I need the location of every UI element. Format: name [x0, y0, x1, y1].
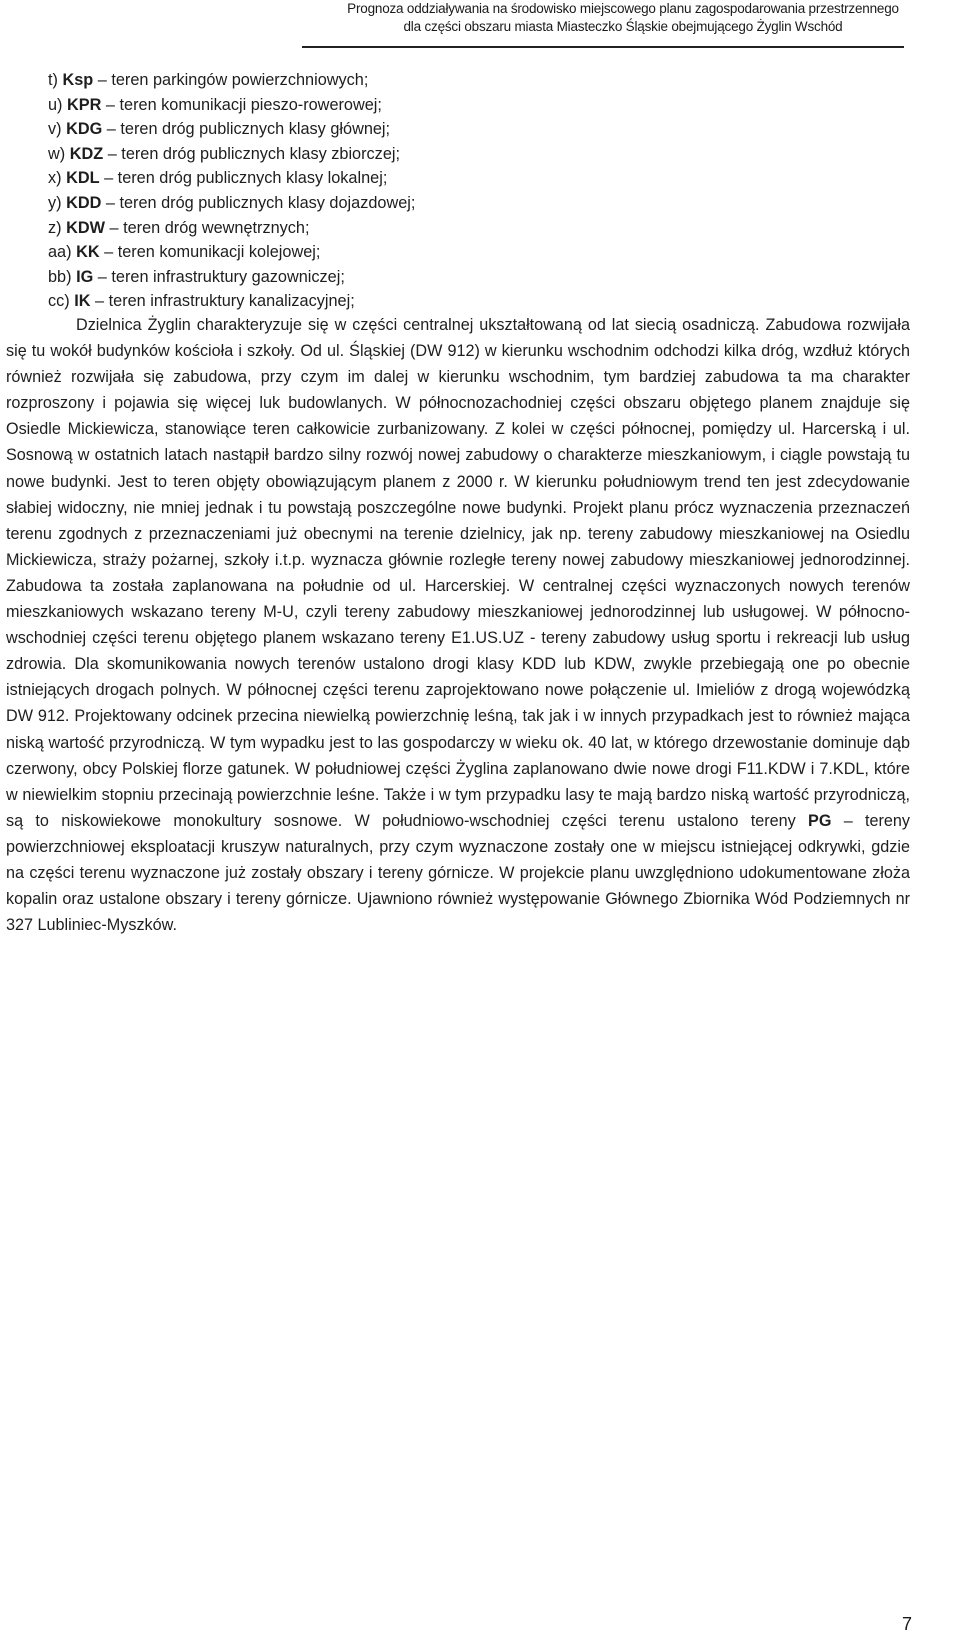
- paragraph-symbol-pg: PG: [808, 811, 832, 830]
- list-item: [48, 93, 415, 118]
- list-marker: t): [48, 71, 58, 89]
- list-symbol: KDG: [66, 120, 103, 139]
- list-text: – teren dróg wewnętrznych;: [104, 218, 310, 237]
- list-marker: v): [48, 120, 62, 139]
- header-line-1: Prognoza oddziaływania na środowisko miejscowego planu zagospodarowania przestrzennego: [347, 1, 899, 16]
- list-symbol: KPR: [67, 95, 102, 114]
- page-header: [343, 0, 903, 36]
- paragraph-text-part-1: Dzielnica Żyglin charakteryzuje się w części centralnej ukształtowaną od lat siecią osadniczą. Zabudowa rozwijała się tu wokół budynków kościoła i szkoły. Od ul. Śląskiej (DW 912) w kierunku wschodnim odchodzi kilka dróg, wzdłuż których również rozwijała się zabudowa, przy czym im dalej w kierunku wschodnim, tym bardziej zabudowa ta ma charakter rozproszony i pojawia się więcej luk budowlanych. W północnozachodniej części obszaru objętego planem znajduje się Osiedle Mickiewicza, stanowiące teren całkowicie zurbanizowany. Z kolei w części północnej, pomiędzy ul. Harcerską i ul. Sosnową w ostatnich latach nastąpił bardzo silny rozwój nowej zabudowy o charakterze mieszkaniowym, i ciągle powstają tu nowe budynki. Jest to teren objęty obowiązującym planem z 2000 r. W kierunku południowym trend ten jest zdecydowanie słabiej widoczny, nie mniej jednak i tu powstają poszczególne nowe budynki. Projekt planu prócz wyznaczenia przeznaczeń terenu zgodnych z przeznaczeniami już obecnymi na terenie dzielnicy, jak np. tereny zabudowy mieszkaniowej na Osiedlu Mickiewicza, straży pożarnej, szkoły i.t.p. wyznacza głównie rozległe tereny nowej zabudowy mieszkaniowej jednorodzinnej. Zabudowa ta została zaplanowana na południe od ul. Harcerskiej. W centralnej części wyznaczonych nowych terenów mieszkaniowych wskazano tereny M-U, czyli tereny zabudowy mieszkaniowej jednorodzinnej lub usługowej. W północno-wschodniej części terenu objętego planem wskazano tereny E1.US.UZ - tereny zabudowy usług sportu i rekreacji lub usług zdrowia. Dla skomunikowania nowych terenów ustalono drogi klasy KDD lub KDW, zwykle przebiegają one po obecnie istniejących drogach polnych. W północnej części terenu zaprojektowano nowe połączenie ul. Imieliów z drogą wojewódzką DW 912. Projektowany odcinek przecina niewielką powierzchnię leśną, tak jak i w innych przypadkach jest to również mająca niską wartość przyrodniczą. W tym wypadku jest to las gospodarczy w wieku ok. 40 lat, w którego drzewostanie dominuje dąb czerwony, obcy Polskiej florze gatunek. W południowej części Żyglina zaplanowano dwie nowe drogi F11.KDW i 7.KDL, które w niewielkim stopniu przecinają powierzchnie leśne. Także i w tym przypadku lasy te mają bardzo niską wartość przyrodniczą, są to niskowiekowe monokultury sosnowe. W południowo-wschodniej części terenu ustalono tereny: [6, 316, 910, 830]
- list-item: [48, 166, 415, 191]
- list-item: [48, 240, 415, 265]
- list-symbol: KDZ: [69, 144, 104, 163]
- list-text: – teren komunikacji pieszo-rowerowej;: [101, 95, 382, 114]
- list-symbol: KDL: [66, 169, 100, 188]
- paragraph-text-part-2: – tereny powierzchniowej eksploatacji kruszyw naturalnych, przy czym wyznaczone zostały one w miejscu istniejącej odkrywki, gdzie na części terenu wyznaczone już zostały obszary i tereny górnicze. W projekcie planu uwzględniono udokumentowane złoża kopalin oraz ustalone obszary i tereny górnicze. Ujawniono również występowanie Głównego Zbiornika Wód Podziemnych nr 327 Lubliniec-Myszków.: [6, 811, 910, 935]
- list-text: – teren komunikacji kolejowej;: [99, 243, 321, 262]
- list-symbol: KK: [76, 243, 100, 262]
- page-number: 7: [901, 1614, 912, 1634]
- list-text: – teren dróg publicznych klasy zbiorczej;: [103, 144, 401, 163]
- land-use-list: [48, 68, 415, 314]
- list-item: [48, 142, 415, 167]
- list-marker: cc): [48, 292, 70, 311]
- list-symbol: KDD: [66, 193, 102, 212]
- list-symbol: IG: [76, 267, 94, 286]
- list-item: [48, 117, 415, 142]
- list-text: – teren infrastruktury kanalizacyjnej;: [90, 292, 355, 311]
- list-marker: aa): [48, 243, 72, 262]
- list-item: [48, 265, 415, 290]
- list-text: – teren dróg publicznych klasy lokalnej;: [99, 169, 388, 188]
- list-marker: w): [48, 144, 66, 163]
- list-item: [48, 191, 415, 216]
- list-symbol: KDW: [66, 218, 105, 237]
- list-marker: y): [48, 193, 62, 212]
- list-marker: x): [48, 169, 62, 188]
- list-marker: z): [48, 218, 62, 237]
- list-text: – teren dróg publicznych klasy głównej;: [102, 120, 391, 139]
- list-item: [48, 68, 415, 93]
- list-text: – teren parkingów powierzchniowych;: [93, 71, 369, 89]
- list-text: – teren infrastruktury gazowniczej;: [93, 267, 345, 286]
- list-text: – teren dróg publicznych klasy dojazdowej;: [101, 193, 416, 212]
- body-paragraph: [6, 312, 910, 938]
- header-rule: [302, 46, 904, 48]
- list-marker: bb): [48, 267, 72, 286]
- list-item: [48, 216, 415, 241]
- list-marker: u): [48, 95, 63, 114]
- list-symbol: IK: [74, 292, 91, 311]
- header-line-2: dla części obszaru miasta Miasteczko Śląskie obejmującego Żyglin Wschód: [403, 19, 843, 34]
- list-symbol: Ksp: [62, 71, 94, 89]
- list-item: [48, 289, 415, 314]
